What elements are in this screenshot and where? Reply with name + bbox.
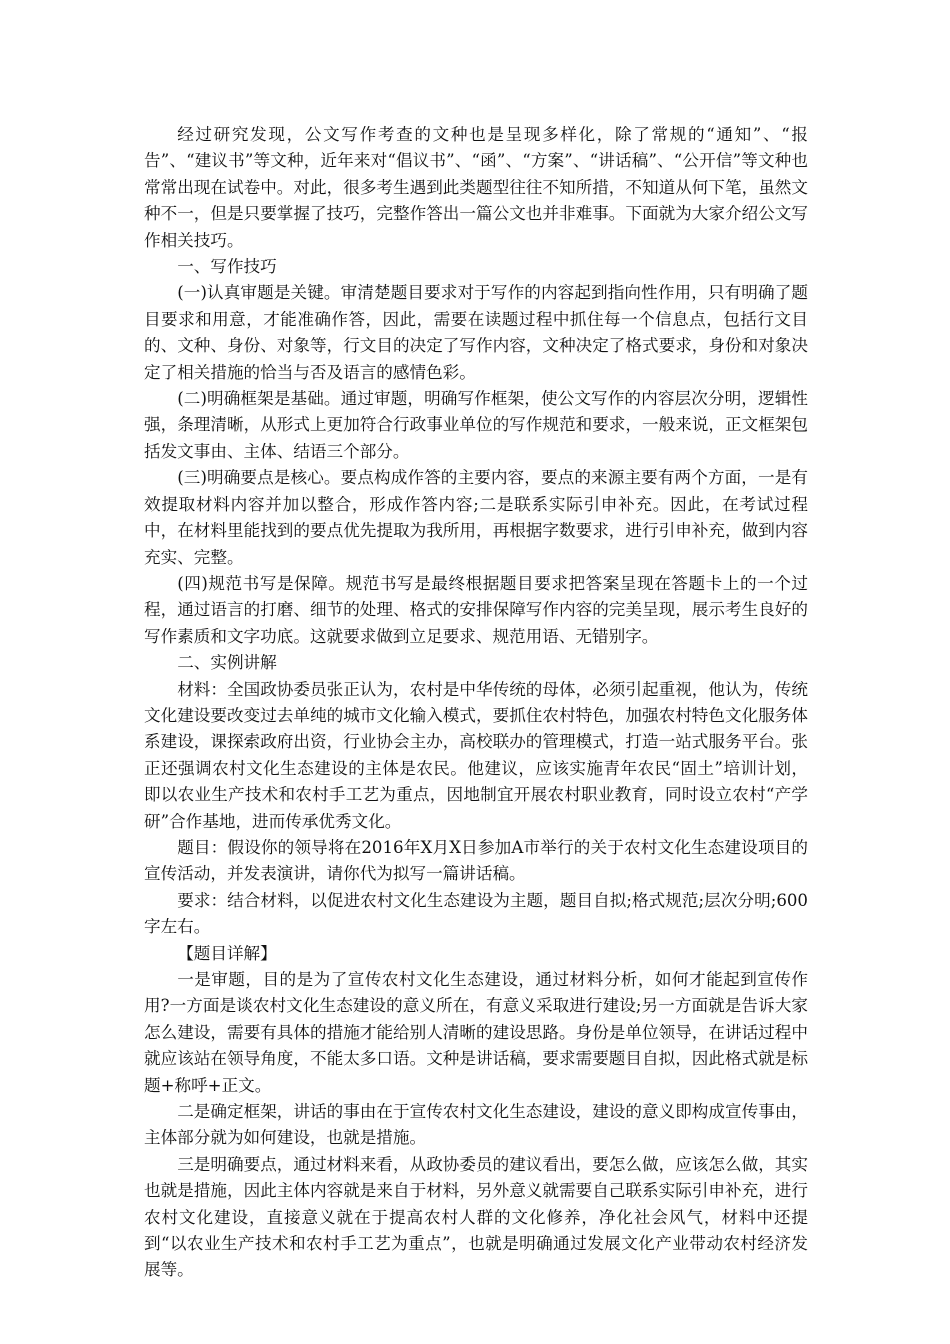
section-heading-writing-skills: 一、写作技巧 <box>177 257 277 277</box>
skill-paragraph-3: (三)明确要点是核心。要点构成作答的主要内容，要点的来源主要有两个方面，一是有效提取材料内容并加以整合，形成作答内容;二是联系实际引申补充。因此，在考试过程中，在材料里能找到的要点优先提取为我所用，再根据字数要求，进行引申补充，做到内容充实、完整。 <box>144 468 808 567</box>
question-paragraph: 题目：假设你的领导将在2016年X月X日参加A市举行的关于农村文化生态建设项目的宣传活动，并发表演讲，请你代为拟写一篇讲话稿。 <box>144 837 808 884</box>
intro-paragraph: 经过研究发现，公文写作考查的文种也是呈现多样化，除了常规的“通知”、“报告”、“建议书”等文种，近年来对“倡议书”、“函”、“方案”、“讲话稿”、“公开信”等文种也常常出现在试卷中。对此，很多考生遇到此类题型往往不知所措，不知道从何下笔，虽然文种不一，但是只要掌握了技巧，完整作答出一篇公文也并非难事。下面就为大家介绍公文写作相关技巧。 <box>144 125 808 250</box>
skill-paragraph-4: (四)规范书写是保障。规范书写是最终根据题目要求把答案呈现在答题卡上的一个过程，通过语言的打磨、细节的处理、格式的安排保障写作内容的完美呈现，展示考生良好的写作素质和文字功底。这就要求做到立足要求、规范用语、无错别字。 <box>144 573 808 646</box>
requirement-paragraph: 要求：结合材料，以促进农村文化生态建设为主题，题目自拟;格式规范;层次分明;600字左右。 <box>144 890 808 937</box>
analysis-paragraph-1: 一是审题，目的是为了宣传农村文化生态建设，通过材料分析，如何才能起到宣传作用?一方面是谈农村文化生态建设的意义所在，有意义采取进行建设;另一方面就是告诉大家怎么建设，需要有具体的措施才能给别人清晰的建设思路。身份是单位领导，在讲话过程中就应该站在领导角度，不能太多口语。文种是讲话稿，要求需要题目自拟，因此格式就是标题+称呼+正文。 <box>144 970 808 1095</box>
analysis-paragraph-3: 三是明确要点，通过材料来看，从政协委员的建议看出，要怎么做，应该怎么做，其实也就是措施，因此主体内容就是来自于材料，另外意义就需要自己联系实际引申补充，进行农村文化建设，直接意义就在于提高农村人群的文化修养，净化社会风气，材料中还提到“以农业生产技术和农村手工艺为重点”，也就是明确通过发展文化产业带动农村经济发展等。 <box>144 1154 808 1280</box>
analysis-heading: 【题目详解】 <box>177 943 277 963</box>
material-paragraph: 材料：全国政协委员张正认为，农村是中华传统的母体，必须引起重视，他认为，传统文化建设要改变过去单纯的城市文化输入模式，要抓住农村特色，加强农村特色文化服务体系建设，课探索政府出资，行业协会主办，高校联办的管理模式，打造一站式服务平台。张正还强调农村文化生态建设的主体是农民。他建议，应该实施青年农民“固土”培训计划，即以农业生产技术和农村手工艺为重点，因地制宜开展农村职业教育，同时设立农村“产学研”合作基地，进而传承优秀文化。 <box>144 679 808 831</box>
skill-paragraph-2: (二)明确框架是基础。通过审题，明确写作框架，使公文写作的内容层次分明，逻辑性强，条理清晰，从形式上更加符合行政事业单位的写作规范和要求，一般来说，正文框架包括发文事由、主体、结语三个部分。 <box>144 389 808 461</box>
document-body <box>144 122 808 1284</box>
analysis-paragraph-2: 二是确定框架，讲话的事由在于宣传农村文化生态建设，建设的意义即构成宣传事由，主体部分就为如何建设，也就是措施。 <box>144 1102 808 1148</box>
skill-paragraph-1: (一)认真审题是关键。审清楚题目要求对于写作的内容起到指向性作用，只有明确了题目要求和用意，才能准确作答，因此，需要在读题过程中抓住每一个信息点，包括行文目的、文种、身份、对象等，行文目的决定了写作内容，文种决定了格式要求，身份和对象决定了相关措施的恰当与否及语言的感情色彩。 <box>144 283 808 382</box>
section-heading-example: 二、实例讲解 <box>177 653 277 673</box>
